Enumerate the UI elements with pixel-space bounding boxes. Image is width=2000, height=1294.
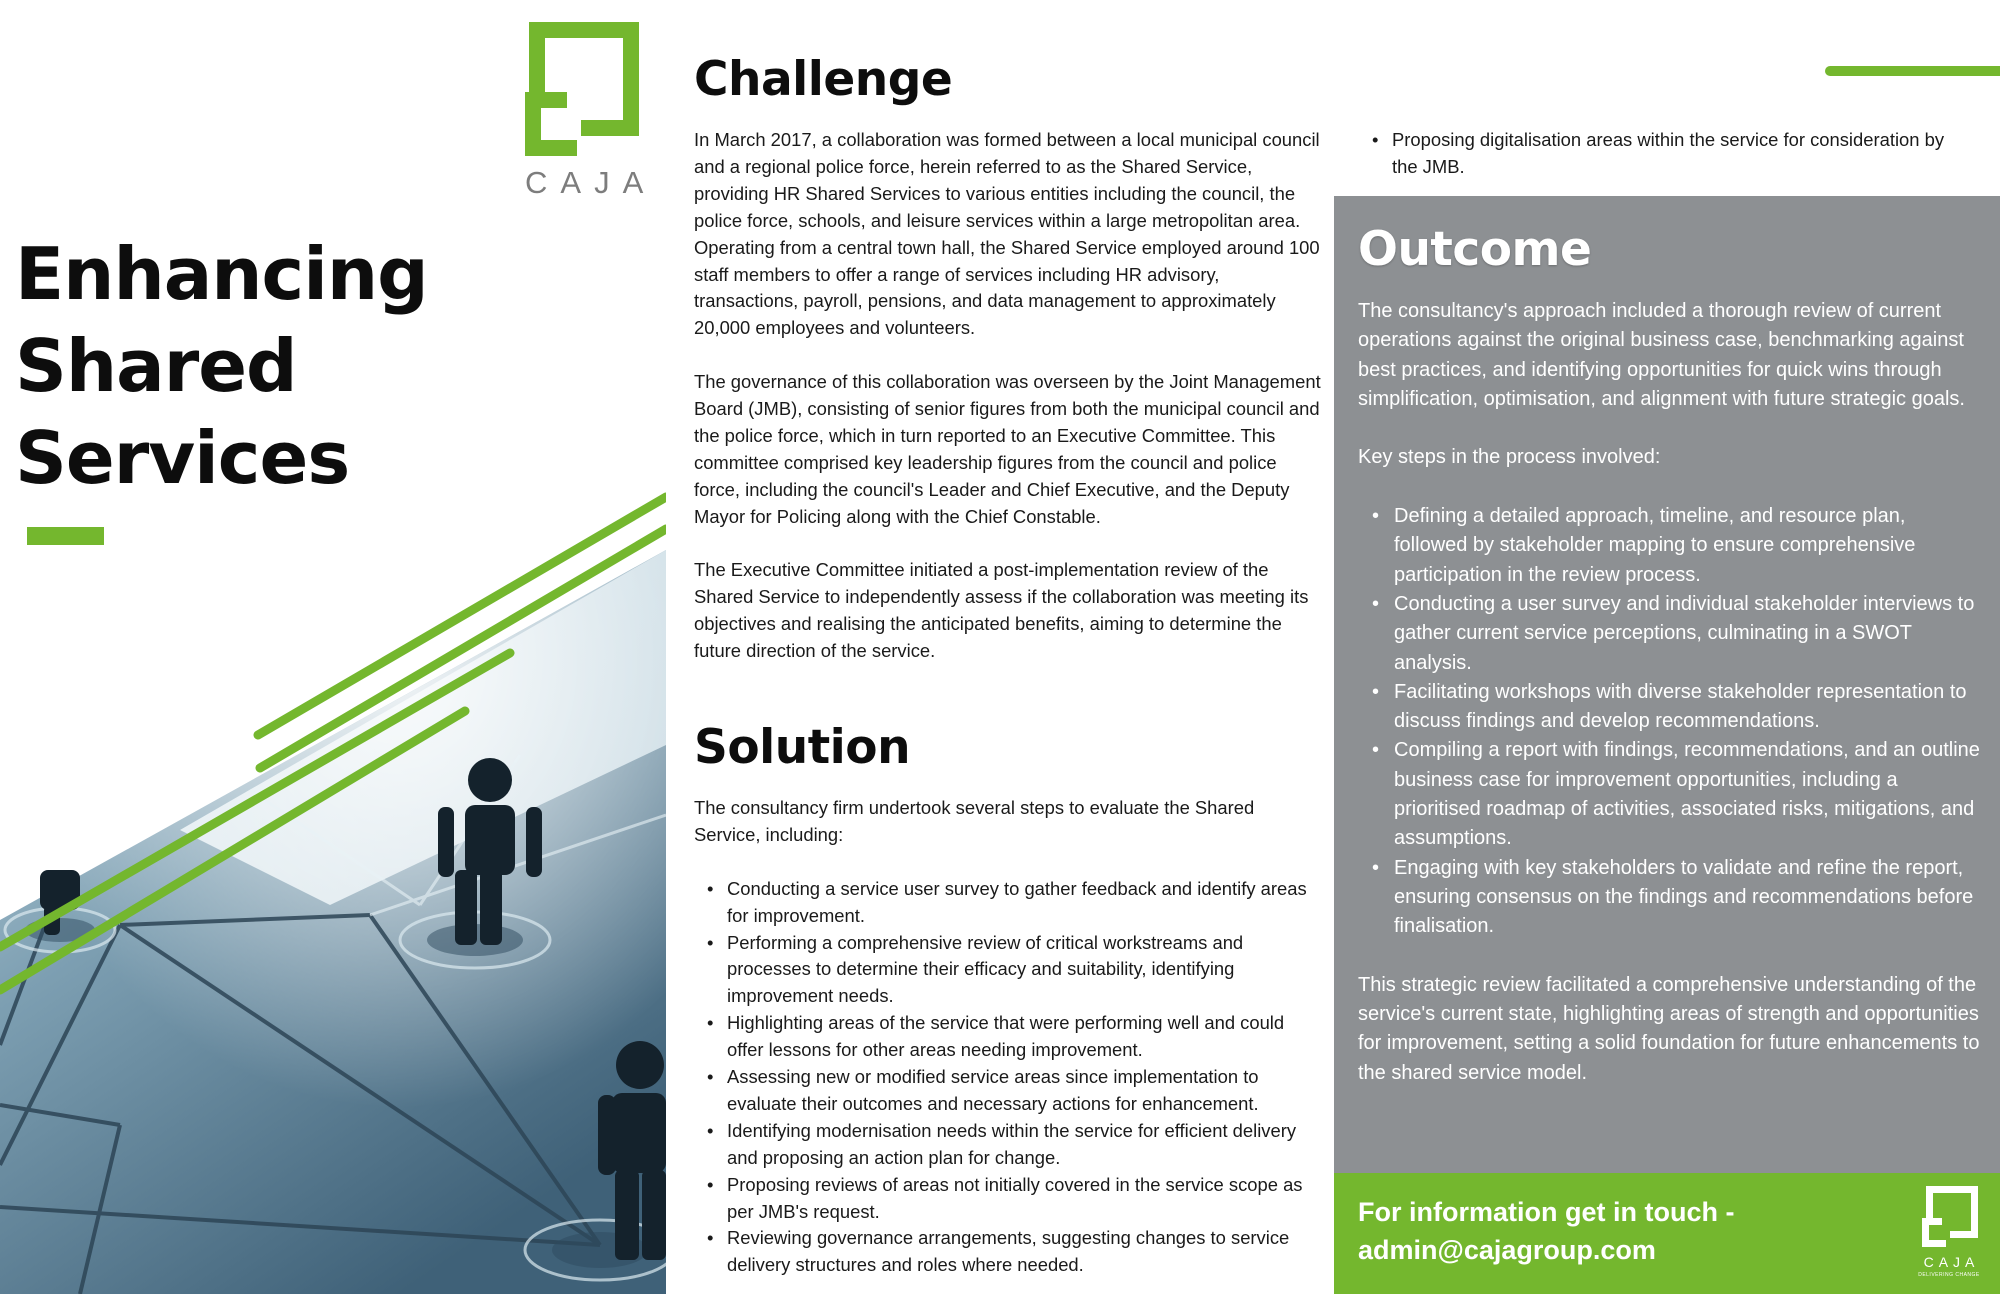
solution-list-continued bbox=[1359, 127, 1969, 181]
outcome-conclusion: This strategic review facilitated a comprehensive understanding of the service's current state, highlighting areas of strength and opportunities for improvement, setting a solid foundation for future enhancements to the shared service model. bbox=[1358, 973, 1980, 1084]
caja-logo bbox=[515, 18, 657, 200]
outcome-panel bbox=[1334, 196, 2000, 1173]
list-item: • Proposing reviews of areas not initially covered in the service scope as per JMB's request. bbox=[694, 1172, 1324, 1226]
contact-banner bbox=[1334, 1173, 2000, 1294]
footer-logo-tagline: DELIVERING CHANGE bbox=[1918, 1272, 1980, 1278]
list-item: • Conducting a user survey and individual stakeholder interviews to gather current service perceptions, culminating in a SWOT analysis. bbox=[1358, 590, 1983, 678]
outcome-steps-intro: Key steps in the process involved: bbox=[1358, 446, 1661, 469]
list-item: • Engaging with key stakeholders to validate and refine the report, ensuring consensus on the findings and recommendations before finalisation. bbox=[1358, 854, 1983, 942]
title-line: Enhancing bbox=[15, 232, 428, 316]
solution-list bbox=[694, 876, 1324, 1280]
challenge-heading: Challenge bbox=[694, 52, 953, 107]
list-item: • Defining a detailed approach, timeline, and resource plan, followed by stakeholder mapping to ensure comprehensive participation in the review process. bbox=[1358, 502, 1983, 590]
contact-email-link[interactable]: admin@cajagroup.com bbox=[1358, 1235, 1656, 1265]
challenge-body bbox=[694, 127, 1324, 692]
page-title bbox=[15, 228, 455, 504]
solution-body bbox=[694, 795, 1324, 1279]
accent-line bbox=[1825, 66, 2000, 76]
challenge-paragraph: The Executive Committee initiated a post-implementation review of the Shared Service to independently assess if the collaboration was meeting its objectives and realising the anticipated benefits, aiming to determine the future direction of the service. bbox=[694, 559, 1309, 662]
caja-logo-mark-icon bbox=[515, 18, 645, 168]
list-item: • Conducting a service user survey to gather feedback and identify areas for improvement. bbox=[694, 876, 1324, 930]
contact-line: For information get in touch - bbox=[1358, 1197, 1735, 1227]
list-item: • Highlighting areas of the service that were performing well and could offer lessons for other areas needing improvement. bbox=[694, 1010, 1324, 1064]
solution-intro: The consultancy firm undertook several steps to evaluate the Shared Service, including: bbox=[694, 797, 1255, 845]
outcome-steps-list bbox=[1358, 502, 1983, 941]
outcome-body bbox=[1358, 297, 1983, 1117]
list-item: • Identifying modernisation needs within the service for efficient delivery and proposing an action plan for change. bbox=[694, 1118, 1324, 1172]
list-item: • Facilitating workshops with diverse stakeholder representation to discuss findings and develop recommendations. bbox=[1358, 678, 1983, 737]
list-item: • Compiling a report with findings, recommendations, and an outline business case for improvement opportunities, including a prioritised roadmap of activities, associated risks, mitigations, and assumptions. bbox=[1358, 736, 1983, 853]
title-line: Shared bbox=[15, 324, 297, 408]
contact-text bbox=[1358, 1193, 1878, 1269]
list-item: • Assessing new or modified service areas since implementation to evaluate their outcomes and necessary actions for enhancement. bbox=[694, 1064, 1324, 1118]
logo-wordmark: CAJA bbox=[525, 165, 657, 200]
outcome-heading: Outcome bbox=[1358, 222, 1592, 277]
list-item: • Proposing digitalisation areas within the service for consideration by the JMB. bbox=[1359, 127, 1969, 181]
outcome-intro: The consultancy's approach included a thorough review of current operations against the original business case, benchmarking against best practices, and identifying opportunities for quick wins through simplification, optimisation, and alignment with future strategic goals. bbox=[1358, 300, 1965, 410]
title-line: Services bbox=[15, 416, 350, 500]
solution-heading: Solution bbox=[694, 720, 911, 775]
list-item: • Performing a comprehensive review of critical workstreams and processes to determine their efficacy and suitability, identifying improvement needs. bbox=[694, 930, 1324, 1011]
footer-logo bbox=[1916, 1184, 1982, 1284]
list-item: • Reviewing governance arrangements, suggesting changes to service delivery structures and roles where needed. bbox=[694, 1225, 1324, 1279]
caja-logo-mark-icon bbox=[1916, 1184, 1982, 1254]
challenge-paragraph: The governance of this collaboration was overseen by the Joint Management Board (JMB), consisting of senior figures from both the municipal council and the police force, which in turn reported to an Executive Committee. This committee comprised key leadership figures from the council and police force, including the council's Leader and Chief Executive, and the Deputy Mayor for Policing along with the Chief Constable. bbox=[694, 371, 1321, 527]
challenge-paragraph: In March 2017, a collaboration was formed between a local municipal council and a regional police force, herein referred to as the Shared Service, providing HR Shared Services to various entities including the council, the police force, schools, and leisure services within a large metropolitan area. Operating from a central town hall, the Shared Service employed around 100 staff members to offer a range of services including HR advisory, transactions, payroll, pensions, and data management to approximately 20,000 employees and volunteers. bbox=[694, 129, 1320, 339]
footer-logo-wordmark: CAJA bbox=[1923, 1254, 1980, 1270]
network-people-image bbox=[0, 485, 666, 1294]
